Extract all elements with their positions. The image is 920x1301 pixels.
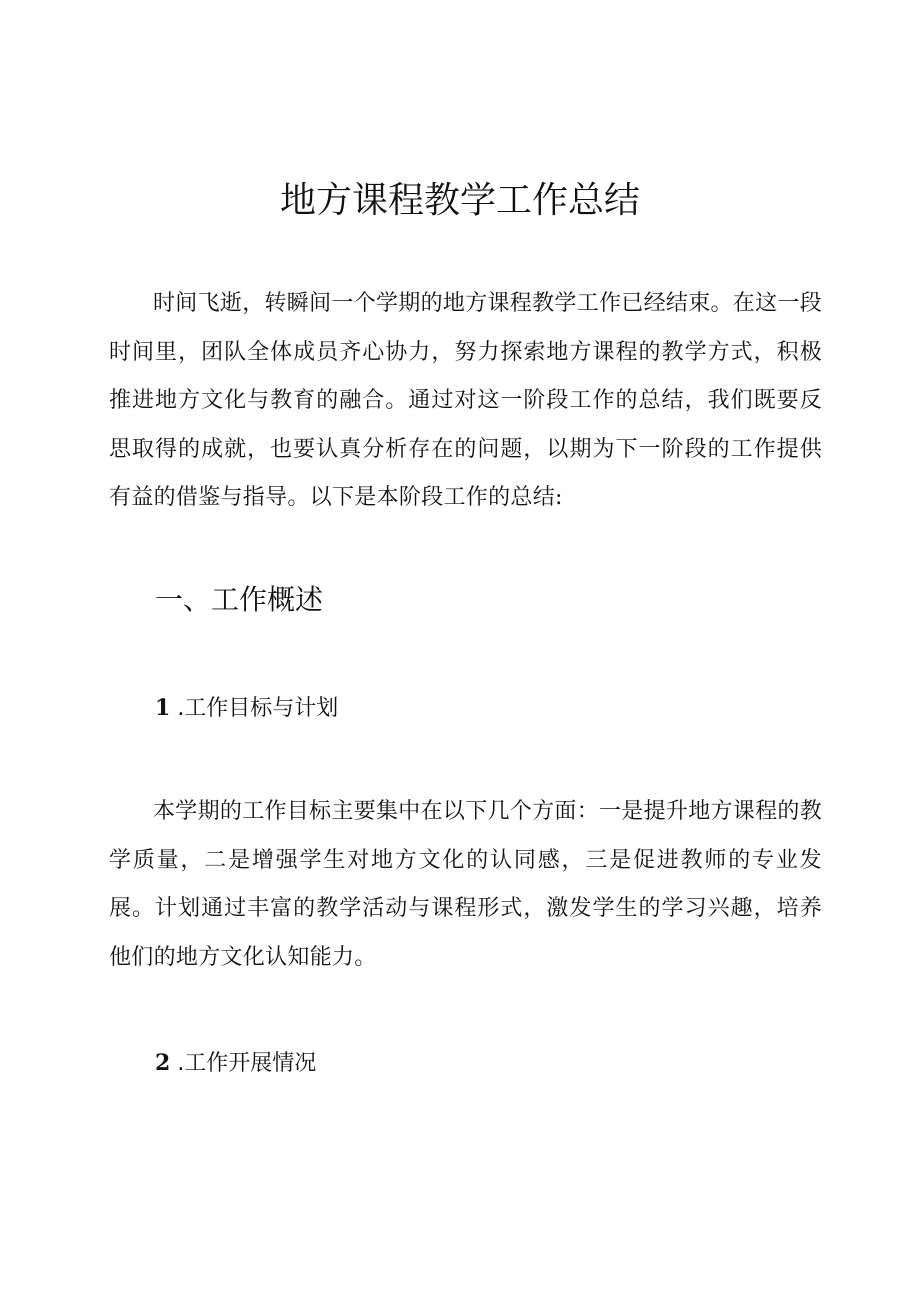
subsection-number: 2 — [155, 1050, 171, 1076]
subsection-heading-progress — [155, 1043, 316, 1084]
subsection-number: 1 — [155, 695, 171, 721]
goals-paragraph: 本学期的工作目标主要集中在以下几个方面：一是提升地方课程的教学质量，二是增强学生对地方文化的认同感，三是促进教师的专业发展。计划通过丰富的教学活动与课程形式，激发学生的学习兴趣，培养他们的地方文化认知能力。 — [109, 799, 823, 970]
subsection-label: .工作目标与计划 — [177, 696, 339, 721]
section-heading-overview: 一、工作概述 — [155, 583, 324, 616]
subsection-heading-goals — [155, 688, 338, 729]
subsection-label: .工作开展情况 — [177, 1051, 317, 1076]
intro-paragraph: 时间飞逝，转瞬间一个学期的地方课程教学工作已经结束。在这一段时间里，团队全体成员齐心协力，努力探索地方课程的教学方式，积极推进地方文化与教育的融合。通过对这一阶段工作的总结，我们既要反思取得的成就，也要认真分析存在的问题，以期为下一阶段的工作提供有益的借鉴与指导。以下是本阶段工作的总结: — [109, 291, 823, 510]
document-title: 地方课程教学工作总结 — [279, 180, 640, 221]
